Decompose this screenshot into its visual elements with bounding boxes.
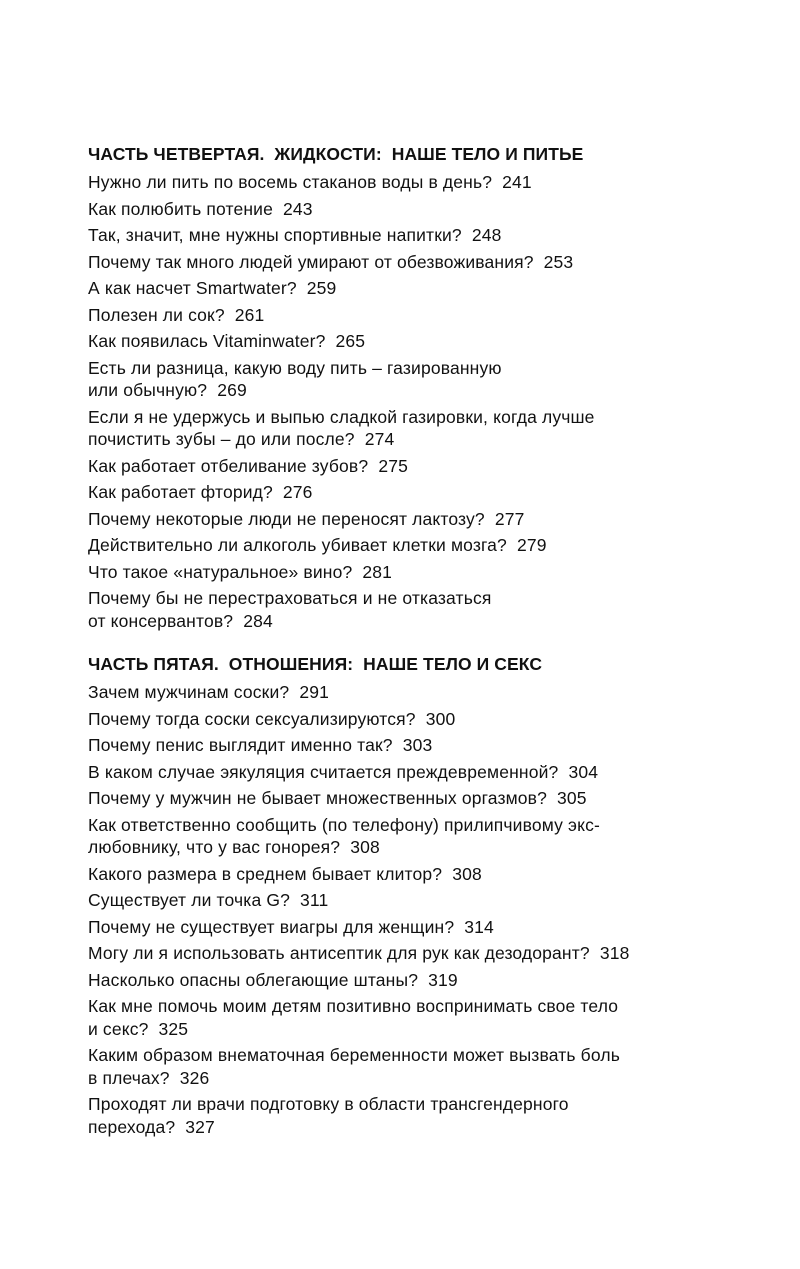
- toc-page-number: 243: [282, 198, 313, 219]
- toc-page-number: 318: [599, 943, 630, 963]
- toc-entry-text: Как мне помочь моим детям позитивно воспринимать свое тело: [88, 996, 619, 1016]
- toc-entry-line: [88, 1018, 768, 1041]
- toc-page-number: 259: [306, 278, 337, 298]
- toc-entry: [88, 171, 768, 194]
- entries-list: [88, 681, 768, 1138]
- toc-page-number: 304: [568, 761, 599, 782]
- toc-entry-line: [88, 1067, 768, 1090]
- toc-page-number: 284: [243, 610, 273, 631]
- toc-entry-line: [88, 455, 768, 478]
- toc-entry: [88, 587, 768, 632]
- toc-entry-text: Почему тогда соски сексуализируются?: [88, 708, 416, 729]
- toc-entry-line: [88, 304, 768, 327]
- toc-entry-line: [88, 508, 768, 531]
- toc-entry: [88, 969, 768, 992]
- toc-entry: [88, 561, 768, 584]
- toc-entry-text: от консервантов?: [88, 610, 234, 631]
- toc-entry-line: [88, 224, 768, 247]
- toc-entry: [88, 224, 768, 247]
- toc-page-number: 279: [516, 535, 547, 555]
- toc-entry-text: Могу ли я использовать антисептик для рук как дезодорант?: [88, 943, 590, 963]
- toc-page-number: 326: [179, 1067, 210, 1088]
- toc-entry-text: В каком случае эякуляция считается преждевременной?: [88, 761, 559, 782]
- toc-entry-text: и секс?: [88, 1018, 149, 1039]
- toc-page-number: 261: [234, 304, 265, 325]
- toc-entry: [88, 1093, 768, 1138]
- toc-entry: [88, 681, 768, 704]
- toc-entry-text: Зачем мужчинам соски?: [88, 682, 290, 702]
- toc-entry-line: [88, 863, 768, 886]
- toc-entry-line: [88, 761, 768, 784]
- table-of-contents: [88, 142, 768, 1142]
- toc-entry-line: [88, 708, 768, 731]
- toc-entry-text: Каким образом внематочная беременности может вызвать боль: [88, 1045, 620, 1065]
- toc-entry-text: Проходят ли врачи подготовку в области трансгендерного: [88, 1094, 569, 1114]
- toc-page-number: 305: [557, 788, 587, 808]
- toc-entry-line: [88, 610, 768, 633]
- toc-entry-text: Как появилась Vitaminwater?: [88, 331, 326, 351]
- toc-entry: [88, 863, 768, 886]
- toc-page-number: 248: [471, 225, 502, 245]
- toc-entry-text: Действительно ли алкоголь убивает клетки мозга?: [88, 535, 507, 555]
- toc-entry-text: Полезен ли сок?: [88, 304, 225, 325]
- toc-page-number: 277: [494, 508, 525, 529]
- toc-entry-text: Как ответственно сообщить (по телефону) прилипчивому экс-: [88, 814, 600, 835]
- toc-page-number: 281: [362, 561, 393, 582]
- toc-entry: [88, 277, 768, 300]
- toc-entry-text: почистить зубы – до или после?: [88, 429, 355, 449]
- toc-entry: [88, 708, 768, 731]
- toc-entry: [88, 942, 768, 965]
- toc-page-number: 265: [335, 331, 366, 351]
- toc-entry-line: [88, 1116, 768, 1139]
- toc-entry: [88, 889, 768, 912]
- toc-entry-text: Почему некоторые люди не переносят лактозу?: [88, 508, 485, 529]
- section-title: ЧАСТЬ ЧЕТВЕРТАЯ. ЖИДКОСТИ: НАШЕ ТЕЛО И ПИТЬЕ: [88, 144, 584, 164]
- toc-entry: [88, 814, 768, 859]
- toc-page-number: 269: [217, 380, 247, 400]
- toc-entry-line: [88, 1093, 768, 1116]
- toc-entry-line: [88, 330, 768, 353]
- toc-section-part-four: [88, 142, 768, 632]
- toc-entry-line: [88, 534, 768, 557]
- toc-entry: [88, 508, 768, 531]
- toc-entry: [88, 455, 768, 478]
- toc-entry-line: [88, 787, 768, 810]
- toc-entry-line: [88, 379, 768, 402]
- toc-entry-line: [88, 198, 768, 221]
- toc-entry-line: [88, 357, 768, 380]
- toc-entry-line: [88, 481, 768, 504]
- toc-entry-text: Как работает фторид?: [88, 482, 273, 502]
- toc-entry-text: А как насчет Smartwater?: [88, 278, 297, 298]
- toc-page-number: 319: [428, 969, 458, 990]
- toc-entry-line: [88, 942, 768, 965]
- toc-entry-text: Как работает отбеливание зубов?: [88, 455, 369, 476]
- toc-page-number: 275: [378, 455, 408, 476]
- toc-entry-text: Нужно ли пить по восемь стаканов воды в день?: [88, 172, 493, 192]
- toc-entry-line: [88, 587, 768, 610]
- toc-entry: [88, 251, 768, 274]
- toc-entry: [88, 198, 768, 221]
- toc-entry-line: [88, 171, 768, 194]
- toc-entry-text: Существует ли точка G?: [88, 890, 290, 910]
- toc-section-part-five: [88, 652, 768, 1138]
- toc-entry-line: [88, 916, 768, 939]
- toc-entry-text: перехода?: [88, 1116, 176, 1137]
- toc-entry-text: в плечах?: [88, 1067, 170, 1088]
- toc-page-number: 276: [282, 482, 313, 502]
- toc-page-number: 308: [452, 863, 482, 884]
- toc-entry-text: Почему так много людей умирают от обезвоживания?: [88, 251, 534, 272]
- section-title: ЧАСТЬ ПЯТАЯ. ОТНОШЕНИЯ: НАШЕ ТЕЛО И СЕКС: [88, 654, 543, 674]
- toc-entry-text: любовнику, что у вас гонорея?: [88, 837, 341, 857]
- toc-entry-line: [88, 995, 768, 1018]
- toc-page-number: 327: [185, 1116, 215, 1137]
- toc-entry: [88, 734, 768, 757]
- toc-page-number: 314: [464, 916, 494, 937]
- toc-entry-line: [88, 428, 768, 451]
- toc-entry-line: [88, 1044, 768, 1067]
- toc-entry-line: [88, 836, 768, 859]
- toc-entry-text: Что такое «натуральное» вино?: [88, 561, 353, 582]
- toc-entry: [88, 916, 768, 939]
- toc-entry: [88, 330, 768, 353]
- toc-page-number: 274: [364, 429, 395, 449]
- toc-entry: [88, 787, 768, 810]
- toc-page-number: 311: [300, 890, 329, 910]
- toc-entry-text: Какого размера в среднем бывает клитор?: [88, 863, 443, 884]
- entries-list: [88, 171, 768, 632]
- toc-entry-text: Как полюбить потение: [88, 198, 273, 219]
- toc-entry-line: [88, 681, 768, 704]
- toc-page-number: 241: [502, 172, 532, 192]
- toc-entry-text: Так, значит, мне нужны спортивные напитки?: [88, 225, 462, 245]
- toc-entry: [88, 761, 768, 784]
- toc-entry-line: [88, 814, 768, 837]
- toc-page-number: 308: [350, 837, 380, 857]
- toc-entry-line: [88, 889, 768, 912]
- toc-page-number: 303: [402, 735, 433, 755]
- toc-page-number: 253: [543, 251, 574, 272]
- toc-entry-text: Если я не удержусь и выпью сладкой газировки, когда лучше: [88, 406, 595, 427]
- toc-entry-line: [88, 251, 768, 274]
- toc-page-number: 291: [299, 682, 329, 702]
- toc-entry: [88, 481, 768, 504]
- toc-entry: [88, 357, 768, 402]
- toc-entry: [88, 406, 768, 451]
- toc-entry-text: Почему не существует виагры для женщин?: [88, 916, 455, 937]
- toc-entry-line: [88, 734, 768, 757]
- toc-entry-text: Почему бы не перестраховаться и не отказаться: [88, 588, 492, 608]
- toc-entry-text: Почему пенис выглядит именно так?: [88, 735, 393, 755]
- toc-entry-line: [88, 969, 768, 992]
- toc-entry-text: Есть ли разница, какую воду пить – газированную: [88, 357, 502, 378]
- toc-entry-text: или обычную?: [88, 380, 208, 400]
- toc-entry-line: [88, 277, 768, 300]
- toc-entry: [88, 534, 768, 557]
- toc-entry: [88, 304, 768, 327]
- toc-entry-text: Насколько опасны облегающие штаны?: [88, 969, 419, 990]
- toc-entry: [88, 995, 768, 1040]
- toc-entry-text: Почему у мужчин не бывает множественных оргазмов?: [88, 788, 548, 808]
- toc-entry-line: [88, 406, 768, 429]
- toc-page-number: 325: [158, 1018, 189, 1039]
- toc-page-number: 300: [425, 708, 456, 729]
- toc-entry-line: [88, 561, 768, 584]
- toc-entry: [88, 1044, 768, 1089]
